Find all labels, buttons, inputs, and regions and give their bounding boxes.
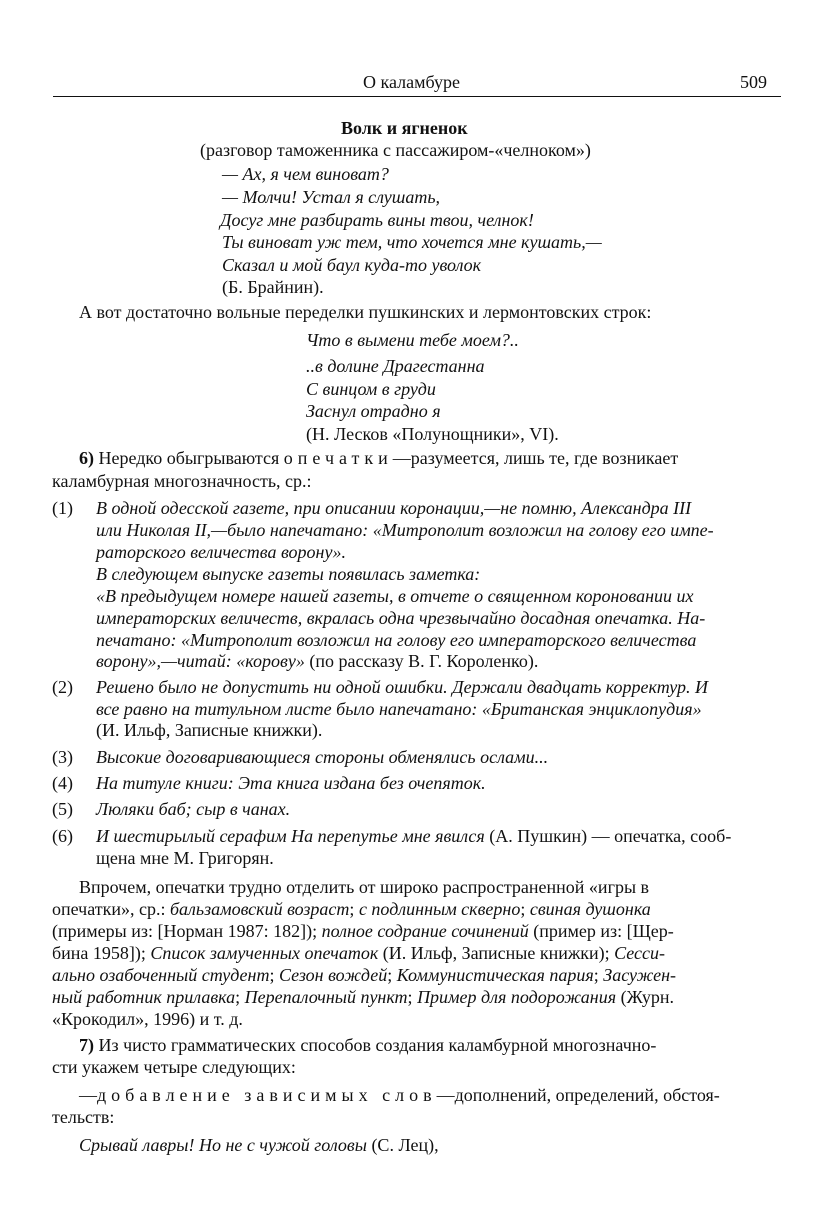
- poem-line: Сказал и мой баул куда-то уволок: [222, 255, 482, 275]
- example-line: Решено было не допустить ни одной ошибки. Держали двадцать корректур. И: [96, 677, 708, 697]
- example-number: (1): [52, 498, 73, 518]
- example-line: Высокие договаривающиеся стороны обменялись ослами...: [96, 747, 549, 767]
- example-number: (6): [52, 826, 73, 846]
- section-6-line-1: 6) Нередко обыгрываются опечатки—разумеется, лишь те, где возникает: [79, 448, 679, 468]
- section-6-line-2: каламбурная многозначность, ср.:: [52, 471, 312, 491]
- poem-source: (Б. Брайнин).: [222, 277, 324, 297]
- paragraph-line: ный работник прилавка; Перепалочный пункт; Пример для подорожания (Журн.: [52, 987, 674, 1007]
- example-line: раторского величества ворону».: [96, 542, 346, 562]
- example-number: (2): [52, 677, 73, 697]
- example-line: щена мне М. Григорян.: [96, 848, 274, 868]
- example-line: печатано: «Митрополит возложил на голову его императорского величества: [96, 630, 697, 650]
- running-title: О каламбуре: [363, 72, 460, 92]
- paragraph-line: Впрочем, опечатки трудно отделить от широко распространенной «игры в: [79, 877, 650, 897]
- poem-line: Заснул отрадно я: [306, 401, 441, 421]
- poem-line: — Молчи! Устал я слушать,: [222, 187, 441, 207]
- intro-line: А вот достаточно вольные переделки пушкинских и лермонтовских строк:: [79, 302, 652, 322]
- poem-line: С винцом в груди: [306, 379, 436, 399]
- section-7-line-2: сти укажем четыре следующих:: [52, 1057, 296, 1077]
- page-number: 509: [740, 72, 767, 92]
- example-line: Люляки баб; сыр в чанах.: [96, 799, 291, 819]
- bullet-line-1: —добавление зависимых слов—дополнений, определений, обстоя-: [79, 1085, 720, 1105]
- example-line: (И. Ильф, Записные книжки).: [96, 720, 323, 740]
- paragraph-line: (примеры из: [Норман 1987: 182]); полное содрание сочинений (пример из: [Щер-: [52, 921, 674, 941]
- example-line: «В предыдущем номере нашей газеты, в отчете о священном короновании их: [96, 586, 694, 606]
- poem-subtitle: (разговор таможенника с пассажиром-«челноком»): [200, 140, 591, 160]
- spaced-term: опечатки: [283, 448, 393, 468]
- example-line: все равно на титульном листе было напечатано: «Британская энциклопудия»: [96, 699, 702, 719]
- bullet-line-2: тельств:: [52, 1107, 115, 1127]
- example-line: императорских величеств, вкралась одна чрезвычайно досадная опечатка. На-: [96, 608, 706, 628]
- final-quote: Срывай лавры! Но не с чужой головы (С. Лец),: [79, 1135, 439, 1155]
- example-line: ворону»,—читай: «корову» (по рассказу В. Г. Короленко).: [96, 651, 539, 671]
- section-7-line-1: 7) Из чисто грамматических способов создания каламбурной многозначно-: [79, 1035, 657, 1055]
- poem-line: ..в долине Драгестанна: [306, 356, 485, 376]
- example-line: На титуле книги: Эта книга издана без очепяток.: [96, 773, 486, 793]
- poem-title: Волк и ягненок: [341, 118, 468, 138]
- header-rule: [53, 96, 781, 97]
- paragraph-line: бина 1958]); Список замученных опечаток (И. Ильф, Записные книжки); Сесси-: [52, 943, 666, 963]
- paragraph-line: опечатки», ср.: бальзамовский возраст; с подлинным скверно; свиная душонка: [52, 899, 651, 919]
- poem-line: Досуг мне разбирать вины твои, челнок!: [220, 210, 534, 230]
- example-line: или Николая II,—было напечатано: «Митрополит возложил на голову его импе-: [96, 520, 714, 540]
- spaced-term: добавление зависимых слов: [97, 1085, 437, 1105]
- quote-line: Что в вымени тебе моем?..: [306, 330, 519, 350]
- paragraph-line: ально озабоченный студент; Сезон вождей; Коммунистическая пария; Засужен-: [52, 965, 677, 985]
- example-line: И шестирылый серафим На перепутье мне явился (А. Пушкин) — опечатка, сооб-: [96, 826, 732, 846]
- poem-line: — Ах, я чем виноват?: [222, 164, 389, 184]
- poem-line: Ты виноват уж тем, что хочется мне кушать,—: [222, 232, 602, 252]
- example-number: (3): [52, 747, 73, 767]
- example-number: (5): [52, 799, 73, 819]
- example-line: В одной одесской газете, при описании коронации,—не помню, Александра III: [96, 498, 692, 518]
- example-line: В следующем выпуске газеты появилась заметка:: [96, 564, 481, 584]
- section-label: 7): [79, 1035, 94, 1055]
- section-label: 6): [79, 448, 94, 468]
- example-number: (4): [52, 773, 73, 793]
- poem-source: (Н. Лесков «Полунощники», VI).: [306, 424, 559, 444]
- paragraph-line: «Крокодил», 1996) и т. д.: [52, 1009, 243, 1029]
